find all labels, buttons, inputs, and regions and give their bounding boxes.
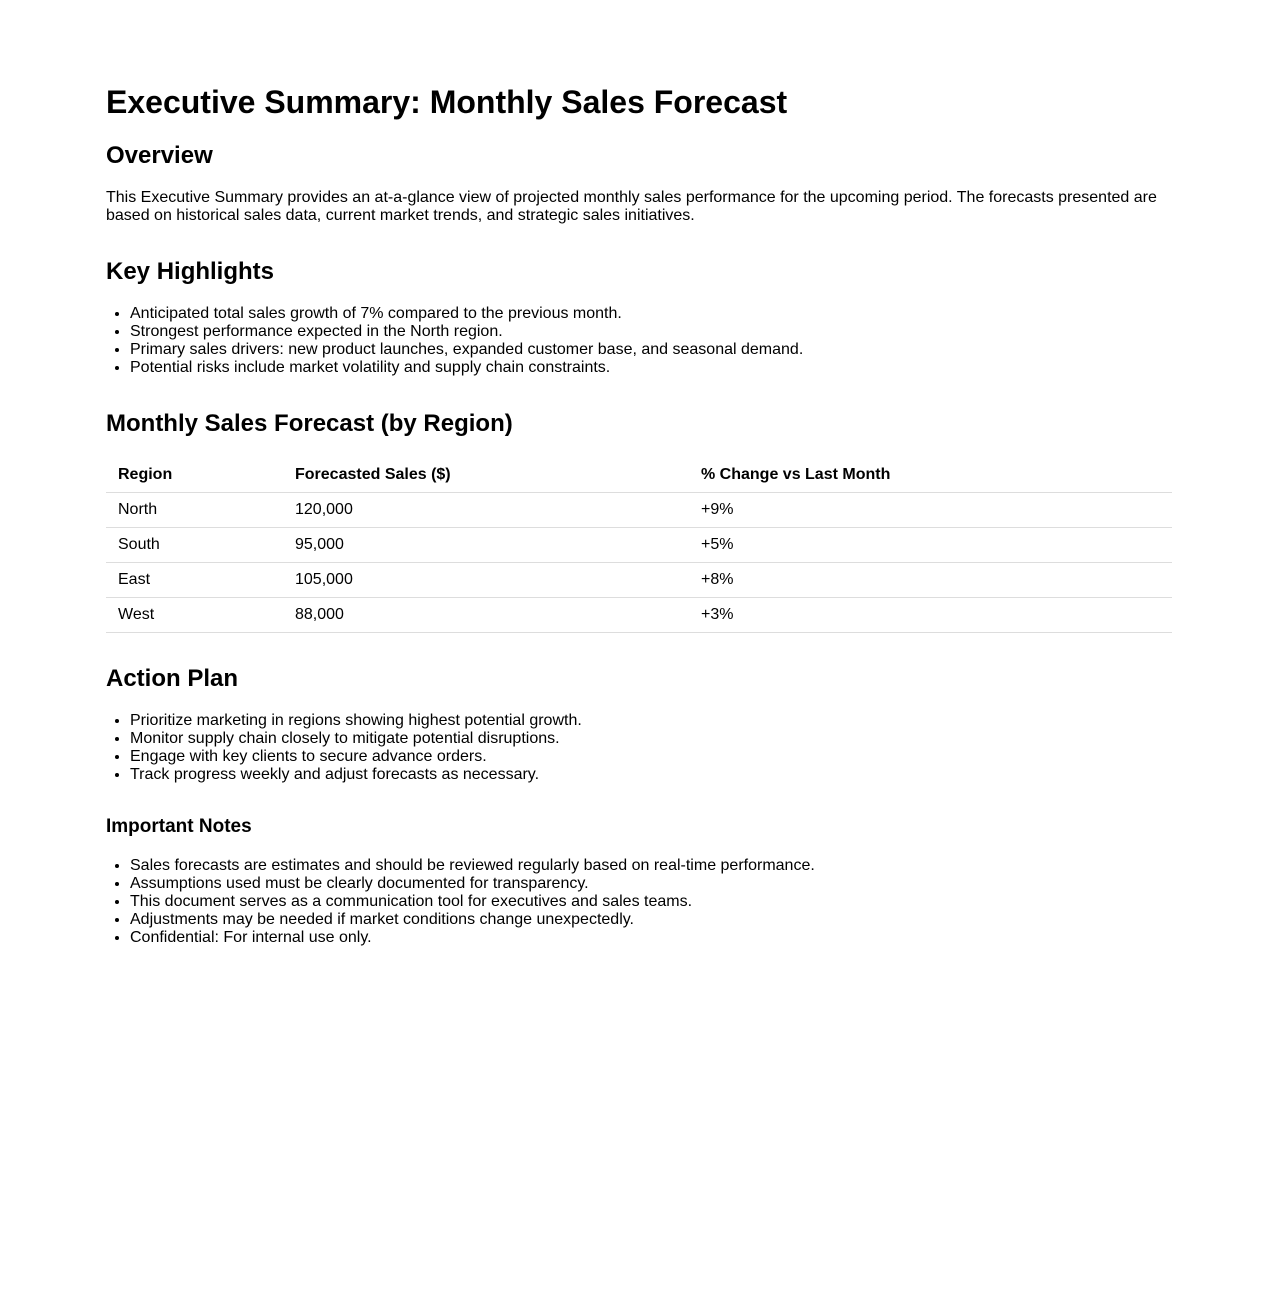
region-cell: West <box>106 598 283 633</box>
important-notes-heading: Important Notes <box>106 816 252 837</box>
list-item: • Engage with key clients to secure advance orders. <box>130 748 582 766</box>
key-highlights-heading: Key Highlights <box>106 258 275 285</box>
table-row <box>106 493 1172 528</box>
list-item: • Strongest performance expected in the North region. <box>130 323 803 341</box>
important-notes-list <box>106 857 815 947</box>
change-cell: +9% <box>689 493 1172 528</box>
page-title: Executive Summary: Monthly Sales Forecast <box>106 84 788 120</box>
list-item: • This document serves as a communication tool for executives and sales teams. <box>130 893 815 911</box>
table-header-row <box>106 457 1172 493</box>
sales-cell: 95,000 <box>283 528 689 563</box>
key-highlights-list <box>106 305 803 377</box>
region-cell: North <box>106 493 283 528</box>
forecast-table <box>106 457 1172 633</box>
list-item: • Sales forecasts are estimates and should be reviewed regularly based on real-time performance. <box>130 857 815 875</box>
column-header-region: Region <box>106 457 283 493</box>
list-item: • Primary sales drivers: new product launches, expanded customer base, and seasonal demand. <box>130 341 803 359</box>
list-item: • Potential risks include market volatility and supply chain constraints. <box>130 359 803 377</box>
region-cell: South <box>106 528 283 563</box>
forecast-heading: Monthly Sales Forecast (by Region) <box>106 410 513 437</box>
region-cell: East <box>106 563 283 598</box>
list-item: • Adjustments may be needed if market conditions change unexpectedly. <box>130 911 815 929</box>
overview-text: This Executive Summary provides an at-a-glance view of projected monthly sales performance for the upcoming period. The forecasts presented are based on historical sales data, current market trends, and strategic sales initiatives. <box>106 189 1157 224</box>
column-header-percent-change: % Change vs Last Month <box>689 457 1172 493</box>
change-cell: +5% <box>689 528 1172 563</box>
list-item: • Anticipated total sales growth of 7% compared to the previous month. <box>130 305 803 323</box>
action-plan-heading: Action Plan <box>106 665 239 692</box>
list-item: • Assumptions used must be clearly documented for transparency. <box>130 875 815 893</box>
list-item: • Confidential: For internal use only. <box>130 929 815 947</box>
sales-cell: 120,000 <box>283 493 689 528</box>
table-row <box>106 528 1172 563</box>
list-item: • Prioritize marketing in regions showing highest potential growth. <box>130 712 582 730</box>
table-row <box>106 598 1172 633</box>
list-item: • Monitor supply chain closely to mitigate potential disruptions. <box>130 730 582 748</box>
action-plan-list <box>106 712 582 784</box>
change-cell: +3% <box>689 598 1172 633</box>
table-row <box>106 563 1172 598</box>
sales-cell: 88,000 <box>283 598 689 633</box>
change-cell: +8% <box>689 563 1172 598</box>
list-item: • Track progress weekly and adjust forecasts as necessary. <box>130 766 582 784</box>
column-header-forecasted-sales: Forecasted Sales ($) <box>283 457 689 493</box>
sales-cell: 105,000 <box>283 563 689 598</box>
overview-heading: Overview <box>106 142 213 169</box>
